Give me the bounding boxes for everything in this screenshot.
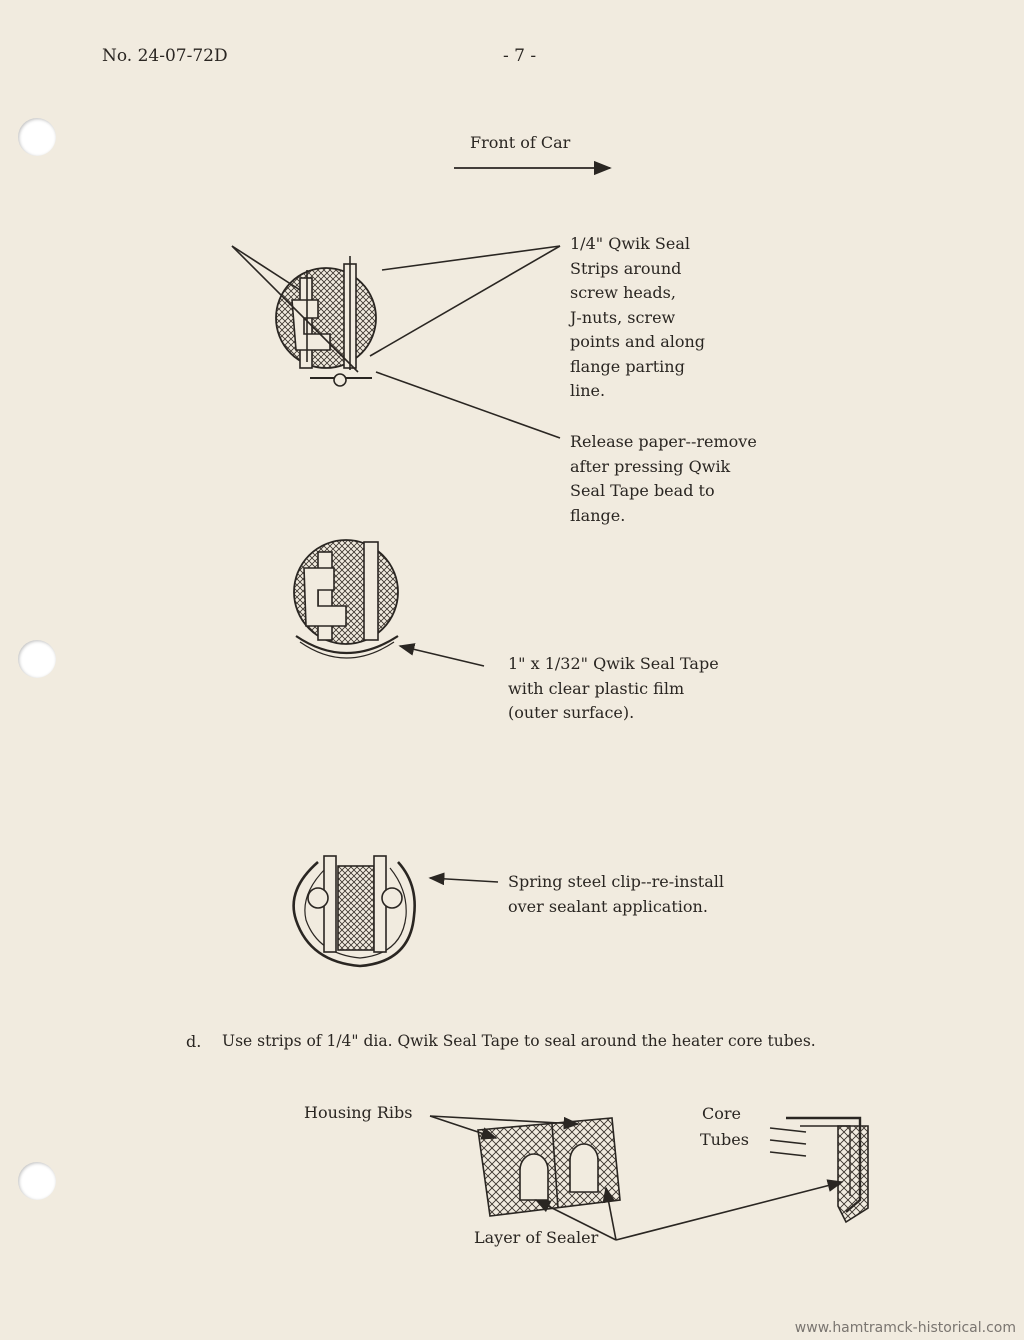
spring-clip-diagram bbox=[294, 856, 498, 966]
strips-callout bbox=[570, 232, 705, 404]
release-callout-line: Seal Tape bead to bbox=[570, 481, 715, 500]
clip-callout bbox=[508, 870, 724, 919]
flange-seal-diagram bbox=[232, 246, 560, 438]
clip-callout-line: Spring steel clip--re-install bbox=[508, 872, 724, 891]
step-d-text: Use strips of 1/4" dia. Qwik Seal Tape to seal around the heater core tubes. bbox=[222, 1032, 816, 1050]
page-number: - 7 - bbox=[503, 46, 537, 66]
clip-callout-line: over sealant application. bbox=[508, 896, 708, 916]
tape-callout bbox=[508, 652, 719, 726]
strips-callout-line: line. bbox=[570, 381, 606, 400]
release-callout-line: Release paper--remove bbox=[570, 432, 757, 451]
release-callout-line: flange. bbox=[570, 505, 626, 525]
housing-ribs-label: Housing Ribs bbox=[304, 1103, 413, 1122]
strips-callout-line: flange parting bbox=[570, 356, 685, 376]
core-label: Core bbox=[702, 1104, 741, 1123]
strips-callout-line: points and along bbox=[570, 332, 706, 351]
layer-of-sealer-label: Layer of Sealer bbox=[474, 1228, 599, 1247]
tape-callout-line: (outer surface). bbox=[508, 703, 635, 722]
release-callout-line: after pressing Qwik bbox=[570, 456, 731, 476]
tubes-label: Tubes bbox=[700, 1130, 749, 1149]
step-d-letter: d. bbox=[186, 1032, 202, 1051]
site-watermark: www.hamtramck-historical.com bbox=[794, 1320, 1016, 1336]
strips-callout-line: Strips around bbox=[570, 258, 682, 278]
strips-callout-line: screw heads, bbox=[570, 283, 676, 302]
tape-callout-line: 1" x 1/32" Qwik Seal Tape bbox=[508, 654, 719, 673]
tape-callout-line: with clear plastic film bbox=[508, 678, 685, 698]
strips-callout-line: 1/4" Qwik Seal bbox=[570, 234, 690, 253]
front-of-car-label: Front of Car bbox=[470, 133, 571, 152]
release-paper-callout bbox=[570, 430, 757, 528]
tape-application-diagram bbox=[294, 540, 484, 666]
strips-callout-line: J-nuts, screw bbox=[570, 307, 676, 327]
heater-core-tubes-diagram bbox=[430, 1116, 868, 1240]
document-number: No. 24-07-72D bbox=[102, 46, 228, 66]
